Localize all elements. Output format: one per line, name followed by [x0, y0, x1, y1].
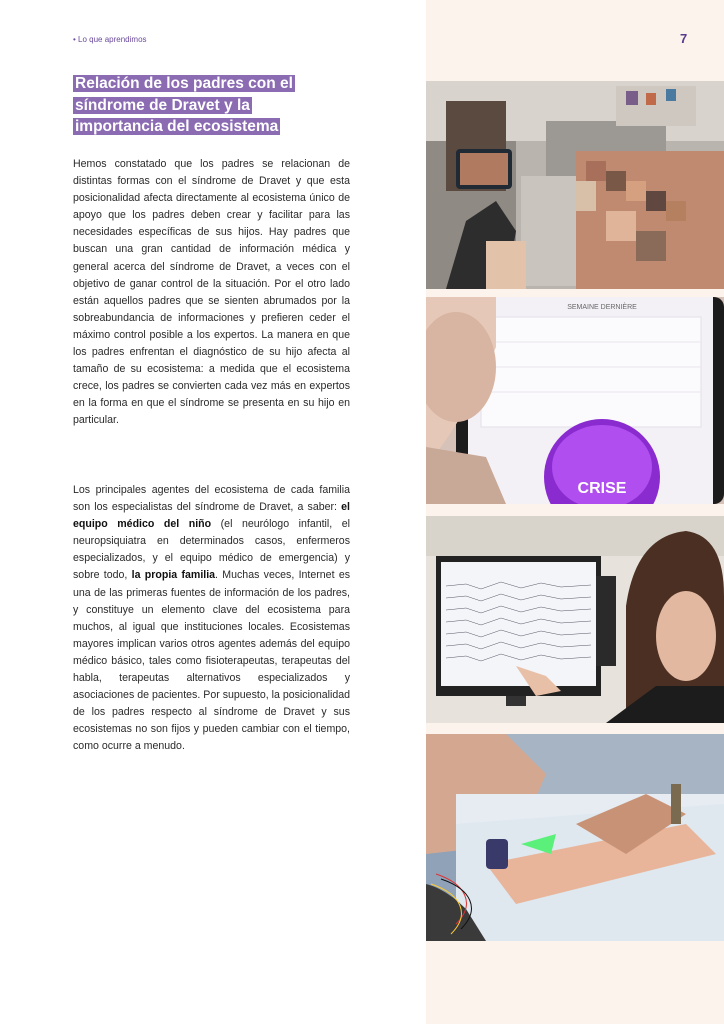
section-title — [73, 73, 333, 138]
paragraph-2 — [73, 482, 350, 756]
photo-eeg-monitor — [426, 516, 724, 723]
title-line-1: Relación de los padres con el — [75, 75, 293, 92]
paragraph-2-part-2: (el neurólogo infantil, el neuropsiquiatra en determinados casos, enfermeros especializados, y el equipo médico de emergencia) y sobre todo, — [73, 518, 350, 582]
photo2-header-text: SEMAINE DERNIÈRE — [567, 304, 637, 311]
page-number: 7 — [680, 31, 688, 46]
emphasis-medical-team: el equipo médico del niño — [73, 501, 350, 531]
photo-seizure-app — [426, 297, 724, 504]
emphasis-family: la propia familia — [131, 569, 216, 582]
section-label: • Lo que aprendimos — [73, 35, 147, 44]
title-line-2: síndrome de Dravet y la — [75, 96, 250, 114]
paragraph-1: Hemos constatado que los padres se relacionan de distintas formas con el síndrome de Dravet y que esta posicionalidad afecta directamente al ecosistema único de apoyo que los padres deben crear y facilitar para las necesidades específicas de sus hijos. Hay padres que buscan una gran cantidad de información médica y general acerca del síndrome de Dravet, a veces con el objetivo de ganar control de la situación. Por el otro lado están aquellos padres que se sienten abrumados por la sobreabundancia de informaciones y prefieren ceder el máximo control posible a los expertos. La manera en que los padres enfrentan el diagnóstico de su hijo afecta al tamaño de su ecosistema: a medida que el ecosistema crece, los padres se convierten cada vez más en expertos en la forma en que el síndrome se presenta en su hijo en particular. — [73, 158, 350, 427]
paragraph-2-part-1: Los principales agentes del ecosistema de cada familia son los especialistas del síndrome de Dravet, a saber: — [73, 484, 350, 514]
paragraph-2-part-3: . Muchas veces, Internet es una de las primeras fuentes de información de los padres, y constituye un elemento clave del ecosistema para muchos, al igual que instituciones locales. Ecosistemas mayores implican varios otros agentes además del equipo médico básico, tales como fisioterapeutas, terapeutas del habla, terapeutas alternativos especializados y asociaciones de pacientes. Por supuesto, la posicionalidad de los padres respecto al síndrome de Dravet y sus ecosistemas no son fijos y pueden cambiar con el tiempo, como ocurre a menudo. — [73, 569, 351, 753]
photo2-crise-button-label: CRISE — [577, 480, 627, 497]
photo-arm-electrodes — [426, 734, 724, 941]
photo-kitchen-phone — [426, 81, 724, 289]
title-line-3: importancia del ecosistema — [75, 118, 279, 135]
